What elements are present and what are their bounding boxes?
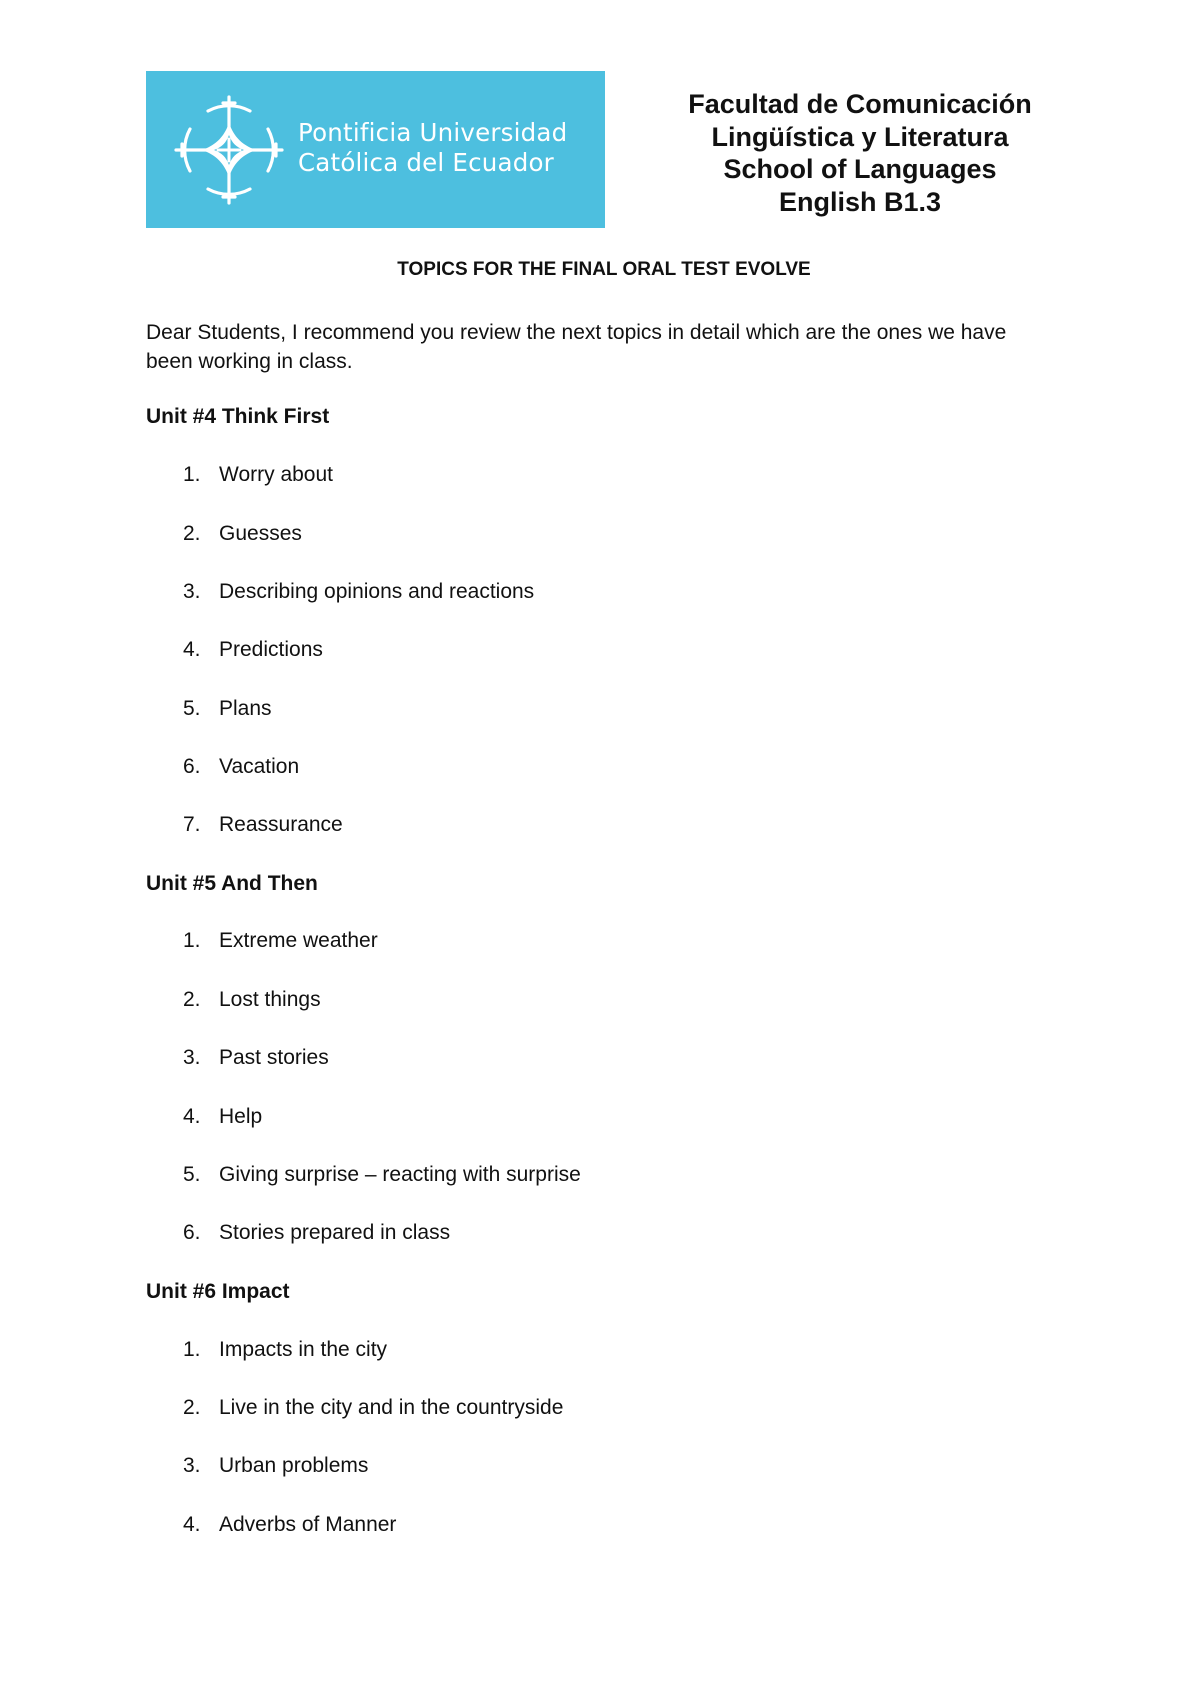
list-number: 1. [183, 463, 201, 486]
topic-label: Past stories [219, 1046, 329, 1069]
faculty-line: School of Languages [723, 154, 997, 184]
list-number: 3. [183, 1454, 201, 1477]
topic-label: Guesses [219, 522, 302, 545]
university-name-line2: Católica del Ecuador [298, 148, 554, 177]
unit-heading: Unit #5 And Then [146, 872, 318, 895]
list-number: 1. [183, 1338, 201, 1361]
cross-compass-emblem-icon [172, 93, 286, 207]
faculty-line: Facultad de Comunicación [688, 89, 1032, 119]
intro-paragraph [146, 318, 1086, 376]
topic-label: Urban problems [219, 1454, 369, 1477]
unit-heading: Unit #4 Think First [146, 405, 330, 428]
intro-line: been working in class. [146, 350, 353, 373]
topic-label: Worry about [219, 463, 333, 486]
faculty-line: English B1.3 [778, 186, 942, 217]
topic-label: Adverbs of Manner [219, 1513, 397, 1536]
list-number: 7. [183, 813, 201, 836]
list-number: 5. [183, 697, 201, 720]
topic-label: Impacts in the city [219, 1338, 388, 1361]
list-number: 1. [183, 929, 201, 952]
topic-label: Live in the city and in the countryside [219, 1396, 564, 1419]
list-number: 6. [183, 755, 201, 778]
list-number: 2. [183, 522, 201, 545]
topic-label: Help [219, 1105, 263, 1128]
topic-label: Vacation [219, 755, 300, 778]
topic-label: Predictions [219, 638, 323, 661]
document-title: TOPICS FOR THE FINAL ORAL TEST EVOLVE [397, 259, 811, 280]
topic-label: Lost things [219, 988, 321, 1011]
list-number: 5. [183, 1163, 201, 1186]
unit-heading: Unit #6 Impact [146, 1280, 290, 1303]
university-name [298, 118, 567, 178]
topic-label: Describing opinions and reactions [219, 580, 535, 603]
topic-label: Stories prepared in class [219, 1221, 451, 1244]
list-number: 4. [183, 1513, 201, 1536]
list-number: 2. [183, 1396, 201, 1419]
faculty-line: Lingüística y Literatura [711, 121, 1009, 152]
list-number: 2. [183, 988, 201, 1011]
list-number: 4. [183, 1105, 201, 1128]
list-number: 3. [183, 1046, 201, 1069]
topic-label: Reassurance [219, 813, 343, 836]
list-number: 4. [183, 638, 201, 661]
university-logo [146, 71, 605, 228]
list-number: 3. [183, 580, 201, 603]
intro-line: Dear Students, I recommend you review the next topics in detail which are the ones we have [146, 321, 1007, 344]
faculty-heading [640, 88, 1080, 218]
list-number: 6. [183, 1221, 201, 1244]
topic-label: Plans [219, 697, 272, 720]
university-name-line1: Pontificia Universidad [298, 118, 568, 147]
topic-label: Extreme weather [219, 929, 378, 952]
topic-label: Giving surprise – reacting with surprise [219, 1163, 581, 1186]
